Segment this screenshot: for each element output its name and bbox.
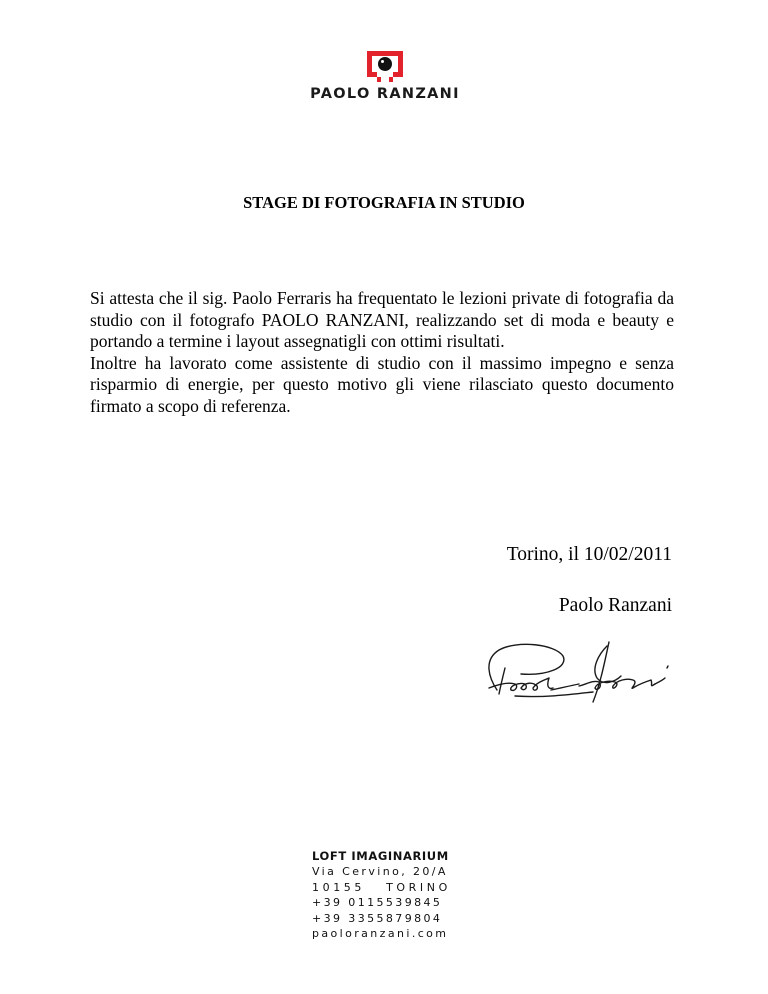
camera-frame-logo-icon — [363, 47, 407, 83]
footer-address: Via Cervino, 20/A — [312, 865, 448, 878]
paragraph-1: Si attesta che il sig. Paolo Ferraris ha frequentato le lezioni private di fotografia da studio con il fotografo PAOLO RANZANI, realizzando set di moda e beauty e portando a termine i layout assegnatigli con ottimi risultati. — [90, 288, 674, 351]
footer-contact — [312, 848, 462, 942]
handwritten-signature-icon — [475, 638, 680, 708]
signer-name: Paolo Ranzani — [558, 595, 672, 616]
footer-phone-2: +39 3355879804 — [312, 911, 443, 925]
footer-organization: LOFT IMAGINARIUM — [312, 849, 449, 863]
brand-logo — [300, 44, 470, 108]
place-date: Torino, il 10/02/2011 — [506, 544, 672, 565]
footer-phone-1: +39 0115539845 — [312, 896, 443, 909]
footer-city: 10155 TORINO — [312, 880, 451, 894]
document-title: STAGE DI FOTOGRAFIA IN STUDIO — [243, 193, 525, 212]
brand-name: PAOLO RANZANI — [310, 86, 460, 102]
paragraph-2: Inoltre ha lavorato come assistente di studio con il massimo impegno e senza risparmio di energie, per questo motivo gli viene rilasciato questo documento firmato a scopo di referenza. — [90, 352, 674, 416]
footer-website: paoloranzani.com — [312, 927, 449, 940]
document-body — [90, 288, 674, 417]
